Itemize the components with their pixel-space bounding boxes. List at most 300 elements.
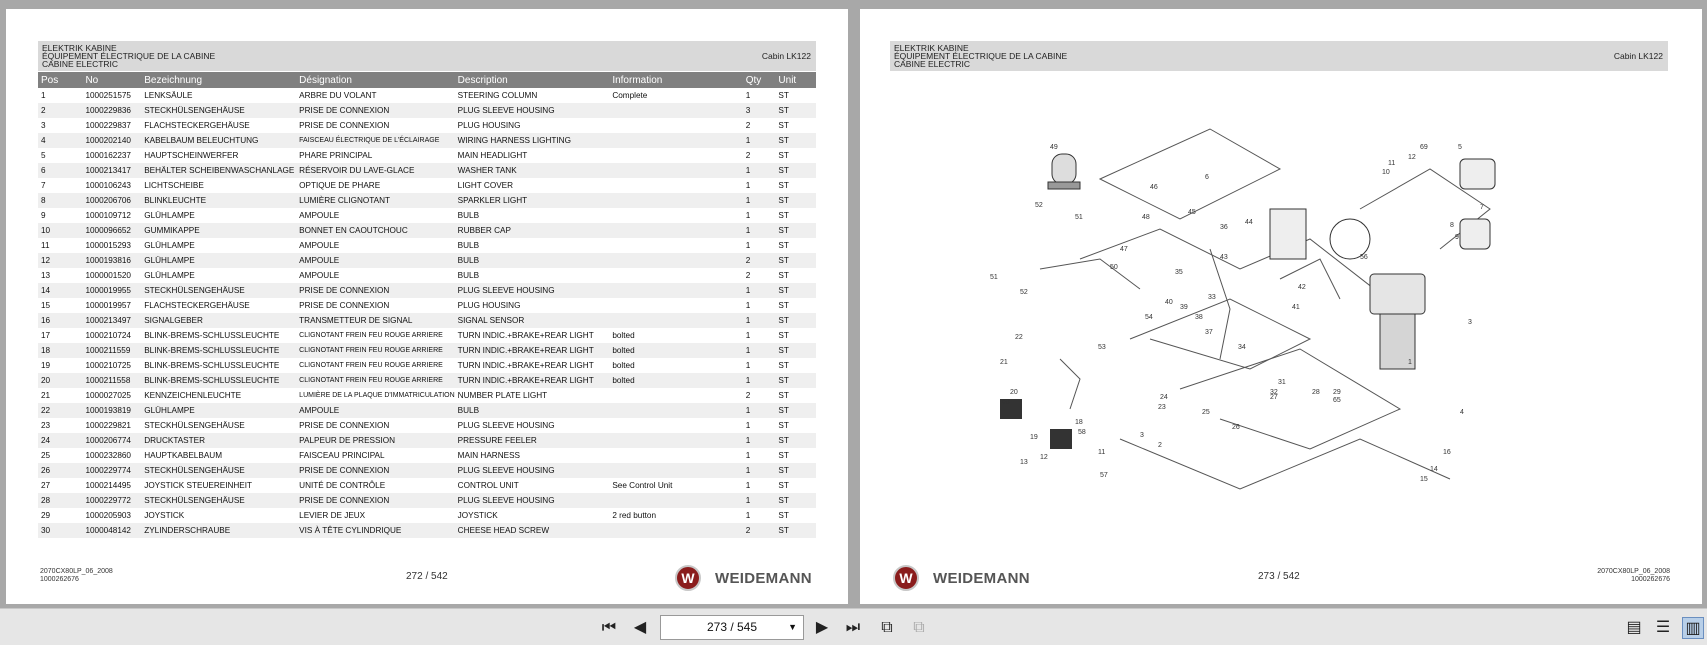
table-cell: 1000202140 bbox=[82, 133, 141, 148]
table-cell: PRESSURE FEELER bbox=[455, 433, 610, 448]
part-callout: 20 bbox=[1010, 389, 1018, 396]
table-cell: MAIN HARNESS bbox=[457, 451, 520, 460]
tail-light-icon bbox=[1050, 429, 1072, 449]
column-header: No bbox=[82, 72, 141, 88]
part-callout: 50 bbox=[1110, 264, 1118, 271]
table-cell: 28 bbox=[38, 493, 82, 508]
parts-table bbox=[38, 72, 816, 538]
table-cell: BONNET EN CAOUTCHOUC bbox=[296, 223, 455, 238]
table-cell: 8 bbox=[38, 193, 82, 208]
table-cell: ST bbox=[778, 451, 789, 460]
table-cell: 1000213497 bbox=[82, 313, 141, 328]
weidemann-logo bbox=[675, 565, 812, 591]
table-cell bbox=[609, 523, 742, 538]
column-header: Description bbox=[455, 72, 610, 88]
part-callout: 34 bbox=[1238, 344, 1246, 351]
table-cell: 1 bbox=[745, 211, 751, 220]
chevron-down-icon: ▼ bbox=[788, 622, 797, 632]
table-cell: GLÜHLAMPE bbox=[144, 241, 195, 250]
table-cell: JOYSTICK bbox=[144, 511, 185, 520]
table-cell: PLUG SLEEVE HOUSING bbox=[455, 463, 610, 478]
part-callout: 52 bbox=[1035, 202, 1043, 209]
doc-number: 1000262676 bbox=[1631, 576, 1670, 583]
table-cell: LICHTSCHEIBE bbox=[144, 181, 204, 190]
table-row bbox=[38, 358, 816, 373]
table-cell: 1 bbox=[745, 481, 751, 490]
table-row bbox=[38, 418, 816, 433]
table-cell: ST bbox=[775, 283, 816, 298]
table-cell: VIS À TÊTE CYLINDRIQUE bbox=[296, 523, 455, 538]
part-callout: 11 bbox=[1388, 160, 1396, 167]
part-callout: 12 bbox=[1040, 454, 1048, 461]
column-header: Unit bbox=[775, 72, 816, 88]
header-line-de: ELEKTRIK KABINE bbox=[894, 43, 969, 53]
table-cell: 1 bbox=[745, 181, 751, 190]
part-callout: 46 bbox=[1150, 184, 1158, 191]
part-callout: 51 bbox=[990, 274, 998, 281]
part-callout: 37 bbox=[1205, 329, 1213, 336]
table-cell: 5 bbox=[41, 151, 46, 160]
table-cell bbox=[609, 283, 742, 298]
table-cell bbox=[609, 388, 742, 403]
part-callout: 65 bbox=[1333, 397, 1341, 404]
table-cell: 18 bbox=[38, 343, 82, 358]
table-cell bbox=[609, 463, 742, 478]
table-cell: 1000193816 bbox=[82, 253, 141, 268]
table-cell: ST bbox=[775, 223, 816, 238]
table-cell bbox=[609, 118, 742, 133]
part-callout: 11 bbox=[1098, 449, 1106, 456]
two-page-view-icon[interactable]: ▥ bbox=[1682, 617, 1704, 639]
table-cell: GUMMIKAPPE bbox=[141, 223, 296, 238]
table-cell: PRISE DE CONNEXION bbox=[296, 463, 455, 478]
table-cell bbox=[609, 313, 742, 328]
table-cell bbox=[609, 208, 742, 223]
footer-doc-info bbox=[40, 568, 113, 584]
table-row bbox=[38, 253, 816, 268]
table-cell: ST bbox=[775, 493, 816, 508]
part-callout: 15 bbox=[1420, 476, 1428, 483]
table-cell: WIRING HARNESS LIGHTING bbox=[455, 133, 610, 148]
part-callout: 1 bbox=[1408, 359, 1412, 366]
table-cell: STECKHÜLSENGEHÄUSE bbox=[141, 283, 296, 298]
part-callout: 33 bbox=[1208, 294, 1216, 301]
table-cell: LENKSÄULE bbox=[144, 91, 193, 100]
table-cell: ST bbox=[778, 421, 789, 430]
table-cell: ST bbox=[778, 181, 789, 190]
cabin-label: Cabin LK122 bbox=[1613, 51, 1663, 61]
part-callout: 54 bbox=[1145, 314, 1153, 321]
table-cell: 1000210724 bbox=[85, 331, 131, 340]
part-callout: 24 bbox=[1160, 394, 1168, 401]
table-cell: ST bbox=[778, 331, 789, 340]
table-cell: ST bbox=[775, 433, 816, 448]
table-cell: bolted bbox=[612, 331, 635, 340]
fit-page-icon[interactable]: ⧉ bbox=[913, 619, 925, 636]
header-line-de: ELEKTRIK KABINE bbox=[42, 43, 117, 53]
antenna-icon bbox=[1330, 219, 1370, 259]
column-header: Information bbox=[609, 72, 742, 88]
table-cell: BLINK-BREMS-SCHLUSSLEUCHTE bbox=[141, 343, 296, 358]
table-cell bbox=[609, 268, 742, 283]
document-page-left bbox=[6, 9, 848, 604]
part-callout: 53 bbox=[1098, 344, 1106, 351]
table-cell bbox=[609, 238, 742, 253]
table-cell: OPTIQUE DE PHARE bbox=[299, 181, 381, 190]
table-cell: 1000019957 bbox=[85, 301, 131, 310]
table-cell: 10 bbox=[38, 223, 82, 238]
prev-page-button[interactable]: ◀ bbox=[633, 619, 647, 636]
table-cell: FAISCEAU PRINCIPAL bbox=[299, 451, 385, 460]
table-cell: PRISE DE CONNEXION bbox=[299, 121, 390, 130]
cabin-label: Cabin LK122 bbox=[761, 51, 811, 61]
table-cell: GLÜHLAMPE bbox=[144, 211, 195, 220]
section-header-right bbox=[890, 41, 1668, 71]
part-callout: 3 bbox=[1140, 432, 1144, 439]
table-cell: AMPOULE bbox=[299, 271, 340, 280]
part-callout: 45 bbox=[1188, 209, 1196, 216]
part-callout: 38 bbox=[1195, 314, 1203, 321]
table-cell: 17 bbox=[41, 331, 51, 340]
part-callout: 40 bbox=[1165, 299, 1173, 306]
table-cell: 22 bbox=[38, 403, 82, 418]
table-cell: CONTROL UNIT bbox=[457, 481, 519, 490]
viewer-toolbar bbox=[0, 608, 1707, 645]
rotate-page-icon[interactable]: ⧉ bbox=[881, 619, 893, 636]
table-row bbox=[38, 103, 816, 118]
table-header-row bbox=[38, 72, 816, 88]
table-cell: 12 bbox=[38, 253, 82, 268]
table-cell: ST bbox=[775, 103, 816, 118]
part-callout: 4 bbox=[1460, 409, 1464, 416]
table-cell: LIGHT COVER bbox=[457, 181, 514, 190]
table-cell bbox=[609, 433, 742, 448]
table-cell: 1 bbox=[743, 343, 776, 358]
table-cell: CHEESE HEAD SCREW bbox=[455, 523, 610, 538]
table-cell: SPARKLER LIGHT bbox=[455, 193, 610, 208]
table-cell: 30 bbox=[38, 523, 82, 538]
table-cell: ST bbox=[775, 523, 816, 538]
part-callout: 56 bbox=[1360, 254, 1368, 261]
table-cell: 24 bbox=[38, 433, 82, 448]
table-cell: 2 bbox=[743, 253, 776, 268]
table-cell: BEHÄLTER SCHEIBENWASCHANLAGE bbox=[141, 163, 296, 178]
part-callout: 36 bbox=[1220, 224, 1228, 231]
table-cell: RÉSERVOIR DU LAVE-GLACE bbox=[296, 163, 455, 178]
table-cell: ST bbox=[778, 91, 789, 100]
next-page-button[interactable]: ▶ bbox=[815, 619, 829, 636]
table-cell: 2 bbox=[743, 523, 776, 538]
table-cell: 2 bbox=[745, 151, 751, 160]
table-cell: 1 bbox=[743, 163, 776, 178]
table-cell: BULB bbox=[455, 253, 610, 268]
part-callout: 10 bbox=[1382, 169, 1390, 176]
table-cell: BLINK-BREMS-SCHLUSSLEUCHTE bbox=[144, 331, 280, 340]
table-cell: 1 bbox=[745, 361, 751, 370]
table-cell: FLACHSTECKERGEHÄUSE bbox=[144, 121, 250, 130]
table-cell: MAIN HEADLIGHT bbox=[457, 151, 528, 160]
table-cell: 3 bbox=[41, 121, 46, 130]
table-cell: ST bbox=[778, 271, 789, 280]
table-cell: 1000106243 bbox=[85, 181, 131, 190]
table-row bbox=[38, 298, 816, 313]
table-cell: BULB bbox=[457, 241, 480, 250]
table-cell: ST bbox=[775, 313, 816, 328]
part-callout: 44 bbox=[1245, 219, 1253, 226]
table-cell: 1000027025 bbox=[85, 391, 131, 400]
table-cell: 1000229836 bbox=[82, 103, 141, 118]
table-cell: 1 bbox=[41, 91, 46, 100]
table-cell bbox=[609, 403, 742, 418]
part-callout: 7 bbox=[1480, 204, 1484, 211]
table-cell bbox=[609, 448, 742, 463]
section-header bbox=[38, 41, 816, 71]
table-cell: 1 bbox=[745, 241, 751, 250]
table-row bbox=[38, 523, 816, 538]
part-callout: 5 bbox=[1458, 144, 1462, 151]
table-cell: TURN INDIC.+BRAKE+REAR LIGHT bbox=[457, 331, 594, 340]
table-cell: AMPOULE bbox=[296, 403, 455, 418]
single-page-view-icon[interactable]: ▤ bbox=[1626, 619, 1642, 636]
table-row bbox=[38, 283, 816, 298]
table-cell: 27 bbox=[41, 481, 51, 490]
table-cell: ST bbox=[778, 391, 789, 400]
table-cell bbox=[609, 193, 742, 208]
table-cell: BLINK-BREMS-SCHLUSSLEUCHTE bbox=[144, 361, 280, 370]
table-cell: 1000096652 bbox=[82, 223, 141, 238]
table-cell: 29 bbox=[41, 511, 51, 520]
table-cell: 16 bbox=[38, 313, 82, 328]
table-row bbox=[38, 238, 816, 253]
table-cell: ST bbox=[778, 511, 789, 520]
table-cell: ST bbox=[775, 253, 816, 268]
table-cell: ST bbox=[775, 163, 816, 178]
table-cell: STECKHÜLSENGEHÄUSE bbox=[141, 103, 296, 118]
part-callout: 47 bbox=[1120, 246, 1128, 253]
table-cell: DRUCKTASTER bbox=[141, 433, 296, 448]
table-row bbox=[38, 193, 816, 208]
table-cell: 15 bbox=[41, 301, 51, 310]
table-cell: PALPEUR DE PRESSION bbox=[296, 433, 455, 448]
table-cell bbox=[609, 178, 742, 193]
part-callout: 23 bbox=[1158, 404, 1166, 411]
table-cell: STECKHÜLSENGEHÄUSE bbox=[144, 421, 245, 430]
table-cell: 13 bbox=[41, 271, 51, 280]
table-cell: PRISE DE CONNEXION bbox=[296, 493, 455, 508]
table-row bbox=[38, 223, 816, 238]
table-cell: 6 bbox=[38, 163, 82, 178]
table-cell: ST bbox=[778, 151, 789, 160]
table-cell: LUMIÈRE DE LA PLAQUE D'IMMATRICULATION bbox=[299, 392, 455, 399]
table-cell: LUMIÈRE CLIGNOTANT bbox=[296, 193, 455, 208]
doc-code: 2070CX80LP_06_2008 bbox=[40, 568, 113, 575]
table-cell: PLUG SLEEVE HOUSING bbox=[455, 283, 610, 298]
header-line-fr: ÉQUIPEMENT ÉLECTRIQUE DE LA CABINE bbox=[894, 51, 1068, 61]
table-cell: PRISE DE CONNEXION bbox=[299, 301, 390, 310]
table-row bbox=[38, 463, 816, 478]
table-cell: ZYLINDERSCHRAUBE bbox=[141, 523, 296, 538]
table-cell: PLUG SLEEVE HOUSING bbox=[455, 103, 610, 118]
table-cell: GLÜHLAMPE bbox=[141, 403, 296, 418]
part-callout: 60 bbox=[1002, 399, 1010, 406]
table-cell: 1000229774 bbox=[82, 463, 141, 478]
part-callout: 8 bbox=[1450, 222, 1454, 229]
table-cell: 1000015293 bbox=[85, 241, 131, 250]
table-cell: 2 bbox=[745, 271, 751, 280]
part-callout: 21 bbox=[1000, 359, 1008, 366]
exploded-wiring-diagram bbox=[980, 109, 1540, 529]
table-cell bbox=[609, 163, 742, 178]
table-cell: 1000210725 bbox=[85, 361, 131, 370]
table-cell: See Control Unit bbox=[612, 481, 673, 490]
table-cell: ST bbox=[775, 373, 816, 388]
table-cell: 1000001520 bbox=[85, 271, 131, 280]
table-cell: 1000214495 bbox=[85, 481, 131, 490]
header-line-fr: ÉQUIPEMENT ÉLECTRIQUE DE LA CABINE bbox=[42, 51, 216, 61]
table-cell: 1 bbox=[743, 373, 776, 388]
table-cell: 1000229772 bbox=[82, 493, 141, 508]
table-cell: KABELBAUM BELEUCHTUNG bbox=[141, 133, 296, 148]
table-row bbox=[38, 88, 816, 103]
table-cell: 1 bbox=[745, 511, 751, 520]
table-row bbox=[38, 433, 816, 448]
table-cell: HAUPTKABELBAUM bbox=[144, 451, 223, 460]
last-page-button[interactable]: ⏭ bbox=[845, 619, 861, 636]
table-cell bbox=[609, 418, 742, 433]
table-cell: 19 bbox=[41, 361, 51, 370]
table-cell bbox=[609, 493, 742, 508]
table-cell: PRISE DE CONNEXION bbox=[299, 421, 390, 430]
table-cell: AMPOULE bbox=[299, 211, 340, 220]
table-cell: bolted bbox=[612, 361, 635, 370]
table-cell: ST bbox=[778, 481, 789, 490]
table-cell: 1 bbox=[743, 223, 776, 238]
table-cell: 7 bbox=[41, 181, 46, 190]
table-cell: JOYSTICK bbox=[457, 511, 498, 520]
table-cell: 1000229837 bbox=[85, 121, 131, 130]
table-cell: 1000205903 bbox=[85, 511, 131, 520]
table-cell: 14 bbox=[38, 283, 82, 298]
part-callout: 6 bbox=[1205, 174, 1209, 181]
table-row bbox=[38, 178, 816, 193]
table-cell: ST bbox=[778, 361, 789, 370]
part-callout: 3 bbox=[1468, 319, 1472, 326]
table-cell: PHARE PRINCIPAL bbox=[299, 151, 373, 160]
document-page-right bbox=[860, 9, 1702, 604]
table-cell: 1 bbox=[743, 403, 776, 418]
part-callout: 26 bbox=[1232, 424, 1240, 431]
table-cell: CLIGNOTANT FREIN FEU ROUGE ARRIERE bbox=[299, 332, 443, 339]
table-cell: ST bbox=[778, 301, 789, 310]
table-cell: ST bbox=[775, 193, 816, 208]
table-cell: 25 bbox=[41, 451, 51, 460]
table-cell: 1000193819 bbox=[82, 403, 141, 418]
table-cell: 1000213417 bbox=[82, 163, 141, 178]
table-cell: 1 bbox=[743, 283, 776, 298]
table-cell: 1 bbox=[743, 433, 776, 448]
part-callout: 49 bbox=[1050, 144, 1058, 151]
page-field: 273 / 545 bbox=[706, 620, 758, 634]
part-callout: 42 bbox=[1298, 284, 1306, 291]
table-cell: PRISE DE CONNEXION bbox=[296, 283, 455, 298]
part-callout: 32 bbox=[1270, 389, 1278, 396]
part-callout: 2 bbox=[1158, 442, 1162, 449]
table-cell: TURN INDIC.+BRAKE+REAR LIGHT bbox=[457, 361, 594, 370]
table-cell: 1000109712 bbox=[85, 211, 131, 220]
part-callout: 41 bbox=[1292, 304, 1300, 311]
table-row bbox=[38, 343, 816, 358]
footer-doc-info bbox=[1597, 568, 1670, 584]
table-cell: 1 bbox=[745, 91, 751, 100]
column-header: Pos bbox=[38, 72, 82, 88]
control-module-icon bbox=[1270, 209, 1306, 259]
table-cell: ST bbox=[778, 211, 789, 220]
table-cell: RUBBER CAP bbox=[455, 223, 610, 238]
continuous-view-icon[interactable]: ☰ bbox=[1655, 619, 1671, 636]
table-cell: CLIGNOTANT FREIN FEU ROUGE ARRIERE bbox=[296, 343, 455, 358]
column-header: Qty bbox=[743, 72, 776, 88]
table-cell: PLUG SLEEVE HOUSING bbox=[457, 421, 555, 430]
table-cell: STEERING COLUMN bbox=[457, 91, 538, 100]
column-header: Bezeichnung bbox=[141, 72, 296, 88]
table-cell: ST bbox=[775, 403, 816, 418]
page-selector[interactable] bbox=[660, 615, 804, 640]
part-callout: 52 bbox=[1020, 289, 1028, 296]
part-callout: 25 bbox=[1202, 409, 1210, 416]
table-cell: BLINK-BREMS-SCHLUSSLEUCHTE bbox=[141, 373, 296, 388]
table-cell: 1000206774 bbox=[82, 433, 141, 448]
doc-number: 1000262676 bbox=[40, 576, 79, 583]
table-cell: 1 bbox=[745, 331, 751, 340]
table-cell: 9 bbox=[41, 211, 46, 220]
part-callout: 51 bbox=[1075, 214, 1083, 221]
table-cell: STECKHÜLSENGEHÄUSE bbox=[141, 493, 296, 508]
weidemann-logo bbox=[893, 565, 1030, 591]
table-cell: 26 bbox=[38, 463, 82, 478]
table-cell: NUMBER PLATE LIGHT bbox=[457, 391, 548, 400]
table-cell: CLIGNOTANT FREIN FEU ROUGE ARRIERE bbox=[296, 373, 455, 388]
table-cell: ST bbox=[775, 133, 816, 148]
table-cell: 1 bbox=[745, 451, 751, 460]
brand-name: WEIDEMANN bbox=[933, 569, 1030, 587]
table-cell bbox=[609, 103, 742, 118]
header-line-en: CABINE ELECTRIC bbox=[894, 59, 971, 69]
table-cell: BULB bbox=[457, 271, 480, 280]
table-cell: HAUPTSCHEINWERFER bbox=[144, 151, 239, 160]
table-cell: ST bbox=[778, 241, 789, 250]
table-cell: 11 bbox=[41, 241, 50, 250]
page-number-right: 273 / 542 bbox=[1258, 571, 1300, 582]
table-cell: CLIGNOTANT FREIN FEU ROUGE ARRIERE bbox=[299, 362, 443, 369]
first-page-button[interactable]: ⏮ bbox=[601, 619, 617, 636]
table-cell: 23 bbox=[41, 421, 51, 430]
header-line-en: CABINE ELECTRIC bbox=[42, 59, 119, 69]
table-cell: 1 bbox=[745, 301, 751, 310]
table-cell: bolted bbox=[609, 373, 742, 388]
table-row bbox=[38, 328, 816, 343]
doc-code: 2070CX80LP_06_2008 bbox=[1597, 568, 1670, 575]
table-cell: BLINKLEUCHTE bbox=[141, 193, 296, 208]
table-cell: 1000211559 bbox=[82, 343, 141, 358]
table-row bbox=[38, 493, 816, 508]
table-cell: 1 bbox=[743, 313, 776, 328]
table-cell: 20 bbox=[38, 373, 82, 388]
part-callout: 22 bbox=[1015, 334, 1023, 341]
table-cell: TRANSMETTEUR DE SIGNAL bbox=[296, 313, 455, 328]
table-cell: 1000019955 bbox=[82, 283, 141, 298]
table-cell: PLUG SLEEVE HOUSING bbox=[455, 493, 610, 508]
part-callout: 19 bbox=[1030, 434, 1038, 441]
